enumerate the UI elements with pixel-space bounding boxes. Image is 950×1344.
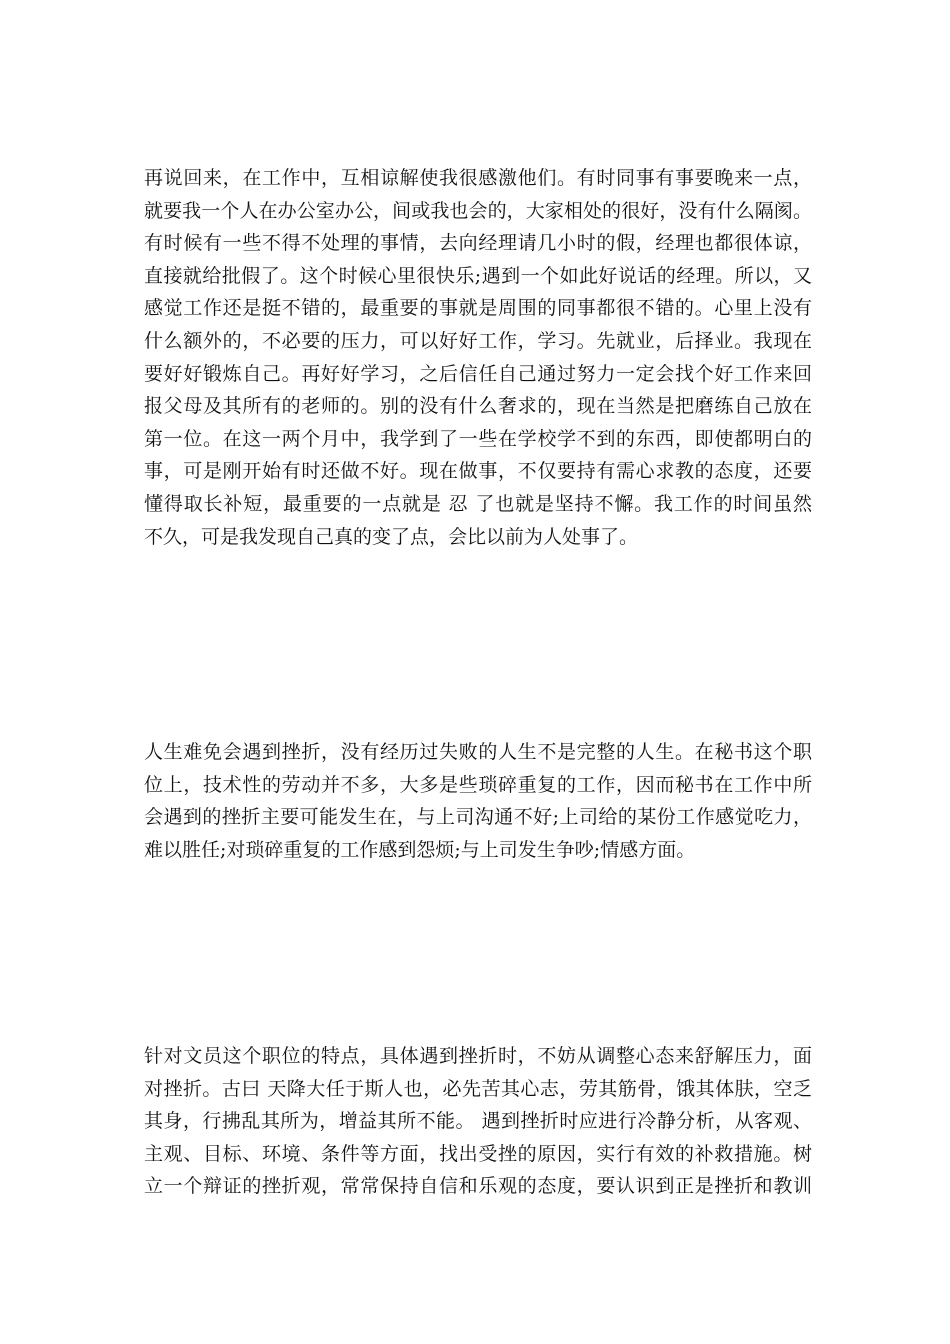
text-line: 事，可是刚开始有时还做不好。现在做事，不仅要持有需心求教的态度，还要 — [144, 460, 812, 483]
text-line: 要好好锻炼自己。再好好学习，之后信任自己通过努力一定会找个好工作来回 — [144, 362, 812, 385]
text-line: 感觉工作还是挺不错的，最重要的事就是周围的同事都很不错的。心里上没有 — [144, 297, 812, 320]
text-line: 第一位。在这一两个月中，我学到了一些在学校学不到的东西，即使都明白的 — [144, 427, 812, 450]
text-line: 懂得取长补短，最重要的一点就是 忍 了也就是坚持不懈。我工作的时间虽然 — [144, 492, 812, 515]
text-line: 就要我一个人在办公室办公，间或我也会的，大家相处的很好，没有什么隔阂。 — [144, 199, 812, 222]
text-line: 主观、目标、环境、条件等方面，找出受挫的原因，实行有效的补救措施。树 — [144, 1142, 812, 1165]
text-line: 其身，行拂乱其所为，增益其所不能。 遇到挫折时应进行冷静分析，从客观、 — [144, 1110, 812, 1133]
text-line: 对挫折。古曰 天降大任于斯人也，必先苦其心志，劳其筋骨，饿其体肤，空乏 — [144, 1077, 812, 1100]
text-line: 什么额外的，不必要的压力，可以好好工作，学习。先就业，后择业。我现在 — [144, 329, 812, 352]
text-line: 不久，可是我发现自己真的变了点，会比以前为人处事了。 — [144, 525, 639, 548]
text-line: 人生难免会遇到挫折，没有经历过失败的人生不是完整的人生。在秘书这个职 — [144, 741, 812, 763]
paragraph-2 — [144, 736, 812, 866]
text-line: 报父母及其所有的老师的。别的没有什么奢求的，现在当然是把磨练自己放在 — [144, 395, 812, 418]
paragraph-1 — [144, 162, 812, 553]
text-line: 立一个辩证的挫折观，常常保持自信和乐观的态度，要认识到正是挫折和教训 — [144, 1175, 812, 1198]
text-line: 位上，技术性的劳动并不多，大多是些琐碎重复的工作，因而秘书在工作中所 — [144, 773, 812, 796]
text-line: 再说回来，在工作中，互相谅解使我很感激他们。有时同事有事要晚来一点， — [144, 167, 812, 189]
text-line: 难以胜任;对琐碎重复的工作感到怨烦;与上司发生争吵;情感方面。 — [144, 838, 696, 861]
text-line: 有时候有一些不得不处理的事情，去向经理请几小时的假，经理也都很体谅， — [144, 232, 812, 255]
text-line: 针对文员这个职位的特点，具体遇到挫折时，不妨从调整心态来舒解压力，面 — [144, 1045, 812, 1067]
text-line: 会遇到的挫折主要可能发生在，与上司沟通不好;上司给的某份工作感觉吃力， — [144, 806, 812, 829]
text-line: 直接就给批假了。这个时候心里很快乐;遇到一个如此好说话的经理。所以，又 — [144, 264, 812, 287]
paragraph-3 — [144, 1040, 812, 1203]
